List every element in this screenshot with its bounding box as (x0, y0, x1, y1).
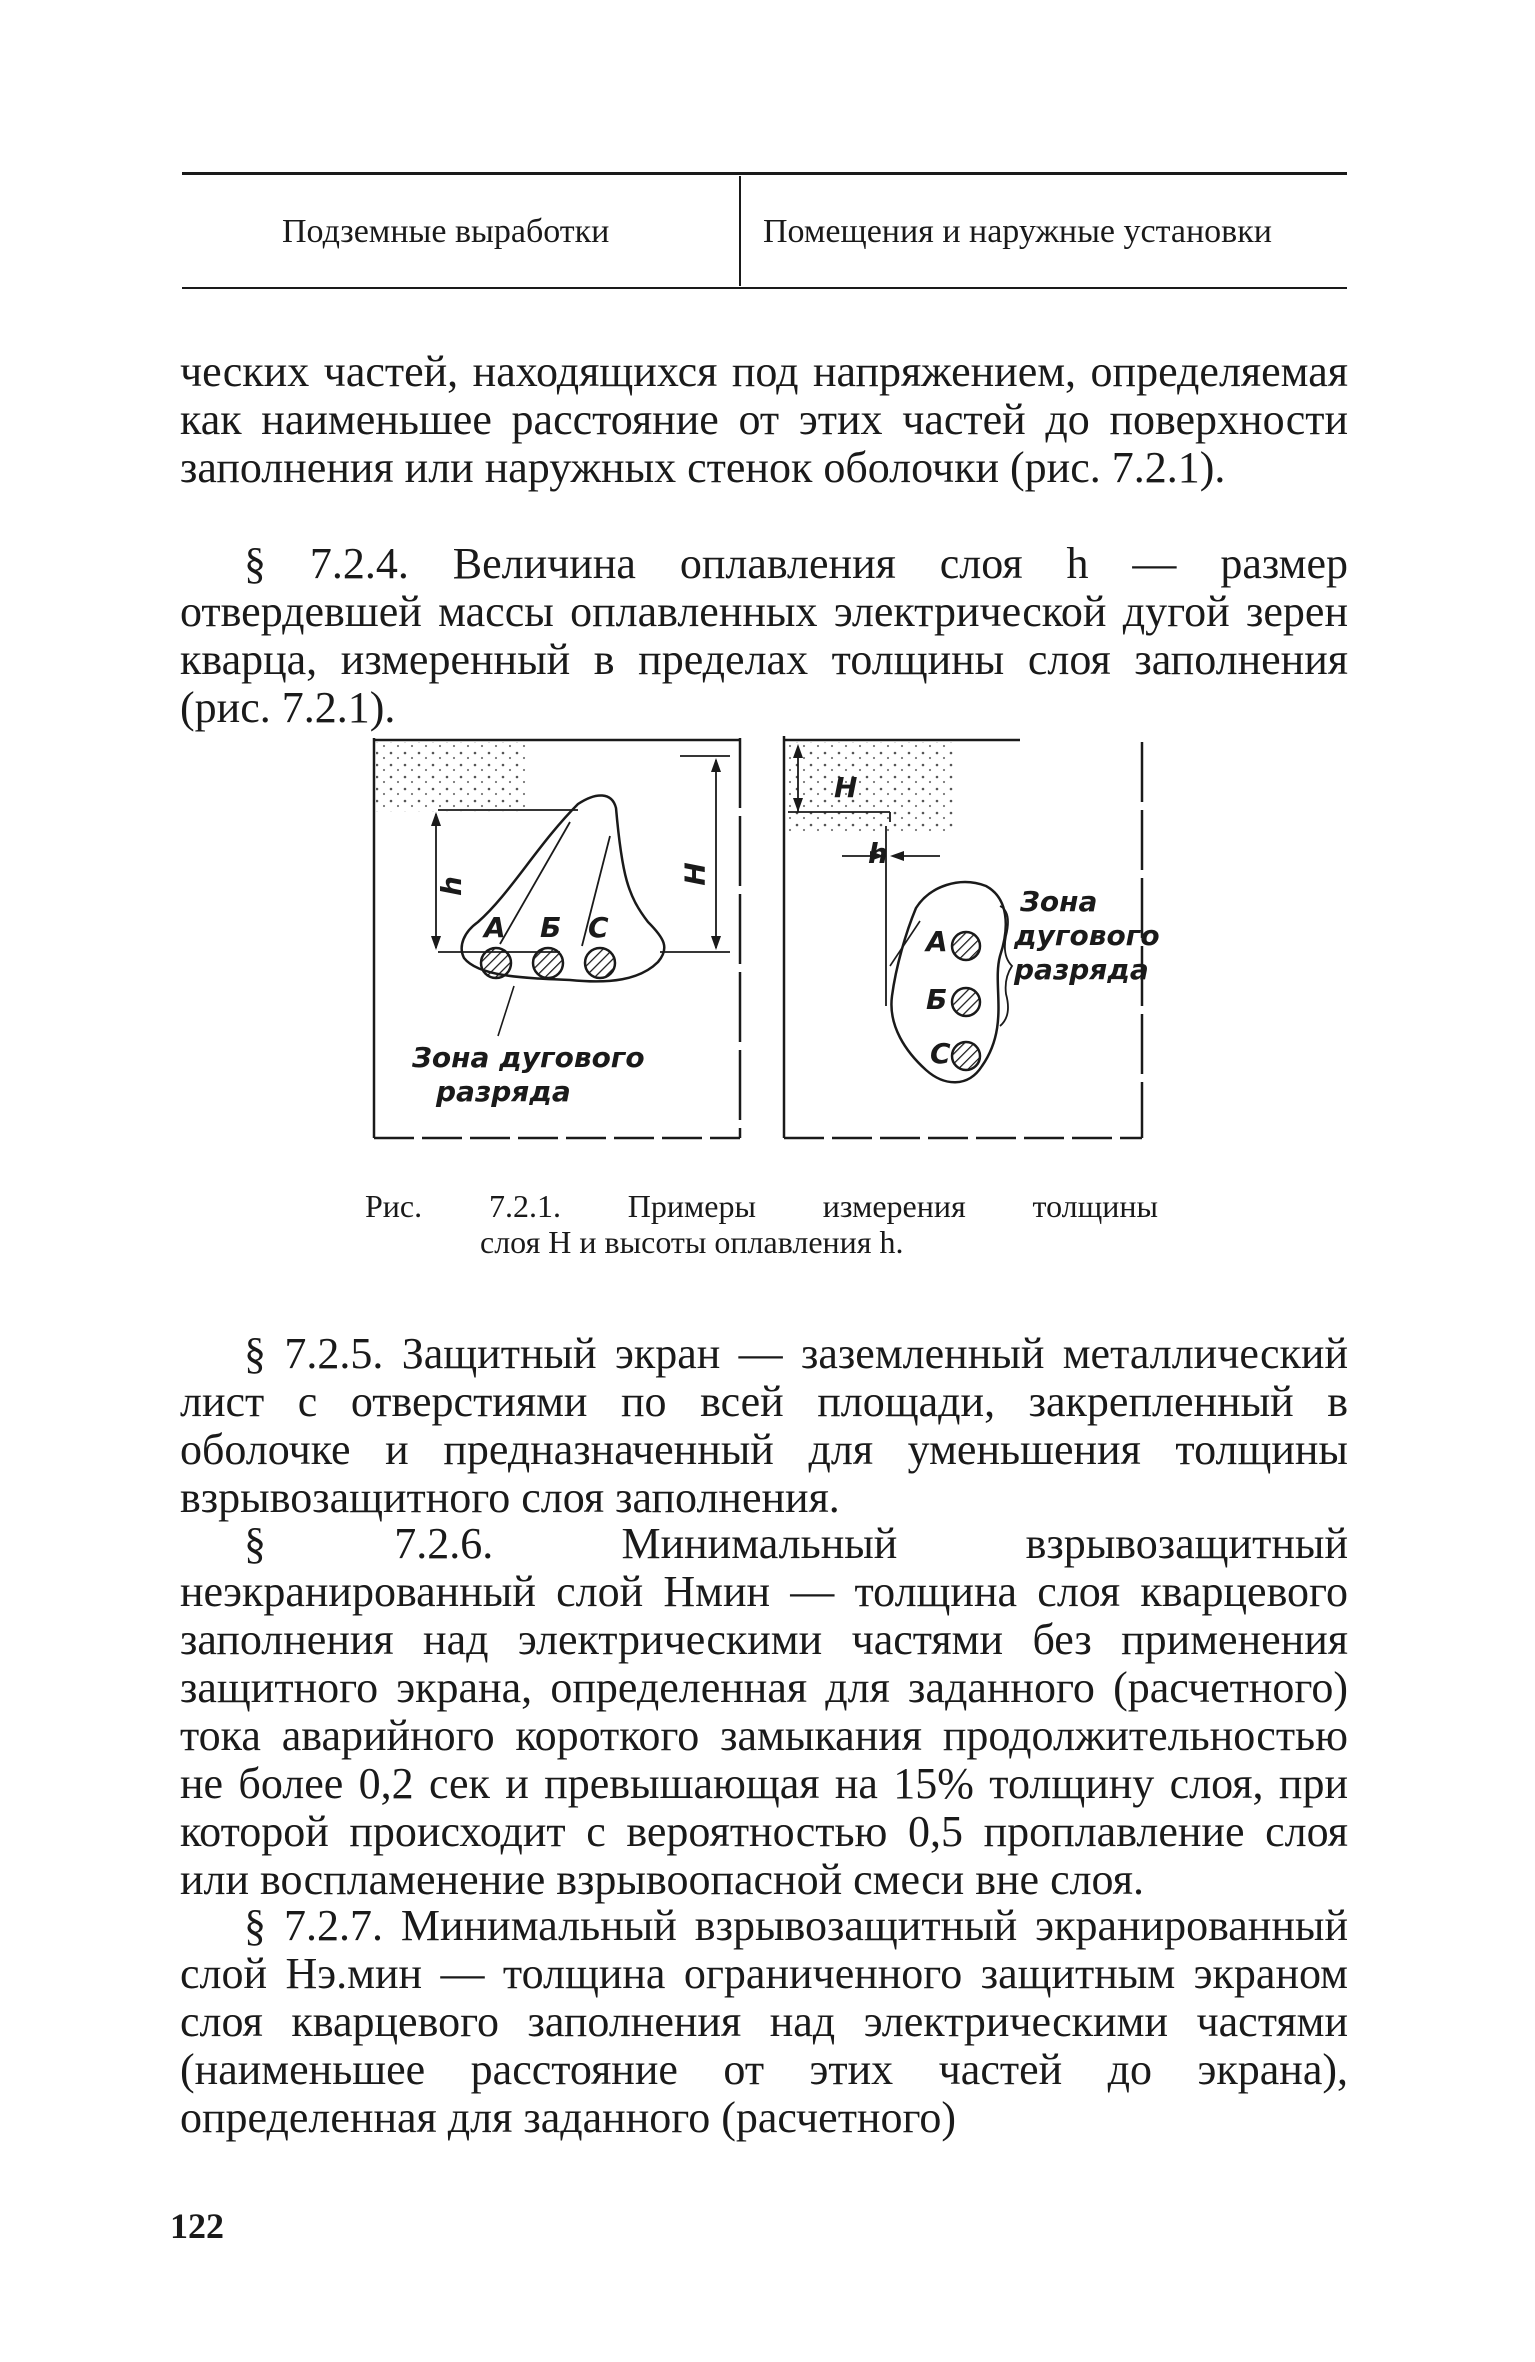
left-conductor-b: Б (540, 911, 562, 944)
caption-word-2: 7.2.1. (488, 1188, 561, 1224)
left-conductor-a: А (484, 911, 506, 944)
left-dim-h-label: h (434, 876, 468, 896)
paragraph-7-2-4: § 7.2.4. Величина оплавления слоя h — размер отвердевшей массы оплавленных электрической дугой зерен кварца, измеренный в пределах толщины слоя заполнения (рис. 7.2.1). (180, 539, 1348, 732)
right-conductor-b: Б (926, 983, 948, 1016)
left-conductor-c: С (588, 911, 609, 944)
right-dim-H-label: H (834, 771, 858, 804)
left-zone-label-1: Зона дугового (412, 1041, 645, 1074)
right-zone-label-1: Зона (1020, 885, 1098, 918)
paragraph-7-2-5: § 7.2.5. Защитный экран — заземленный металлический лист с отверстиями по всей площади, закрепленный в оболочке и предназначенный для уменьшения толщины взрывозащитного слоя заполнения. (180, 1329, 1348, 1522)
header-divider (739, 176, 741, 286)
right-conductor-c: С (930, 1037, 951, 1070)
right-zone-label-3: разряда (1014, 953, 1149, 986)
paragraph-7-2-6: § 7.2.6. Минимальный взрывозащитный неэкранированный слой Hмин — толщина слоя кварцевого заполнения над электрическими частями без применения защитного экрана, определенная для заданного (расчетного) тока аварийного короткого замыкания продолжительностью не более 0,2 сек и превышающая на 15% толщину слоя, при которой происходит с вероятностью 0,5 проплавление слоя или воспламенение взрывоопасной смеси вне слоя. (180, 1519, 1348, 1904)
right-zone-label-2: дугового (1014, 919, 1160, 952)
header-top-rule (182, 172, 1347, 175)
left-zone-label-2: разряда (436, 1075, 571, 1108)
header-bottom-rule (182, 287, 1347, 289)
right-dim-h-label: h (868, 837, 888, 870)
caption-word-5: толщины (1032, 1188, 1158, 1224)
caption-word-4: измерения (822, 1188, 966, 1224)
header-right-title: Помещения и наружные установки (763, 213, 1272, 250)
figure-caption (365, 1188, 1165, 1260)
figure-7-2-1 (360, 726, 1160, 1176)
caption-line-1 (365, 1188, 1158, 1224)
paragraph-continued: ческих частей, находящихся под напряжением, определяемая как наименьшее расстояние от этих частей до поверхности заполнения или наружных стенок оболочки (рис. 7.2.1). (180, 347, 1348, 492)
caption-line-2: слоя H и высоты оплавления h. (480, 1224, 904, 1260)
page-number: 122 (170, 2206, 224, 2246)
paragraph-7-2-7: § 7.2.7. Минимальный взрывозащитный экранированный слой Hэ.мин — толщина ограниченного защитным экраном слоя кварцевого заполнения над электрическими частями (наименьшее расстояние от этих частей до экрана), определенная для заданного (расчетного) (180, 1901, 1348, 2142)
left-dim-H-label: H (678, 862, 712, 886)
caption-word-1: Рис. (365, 1188, 423, 1224)
right-conductor-a: А (926, 925, 948, 958)
header-left-title: Подземные выработки (282, 213, 610, 250)
caption-word-3: Примеры (627, 1188, 756, 1224)
